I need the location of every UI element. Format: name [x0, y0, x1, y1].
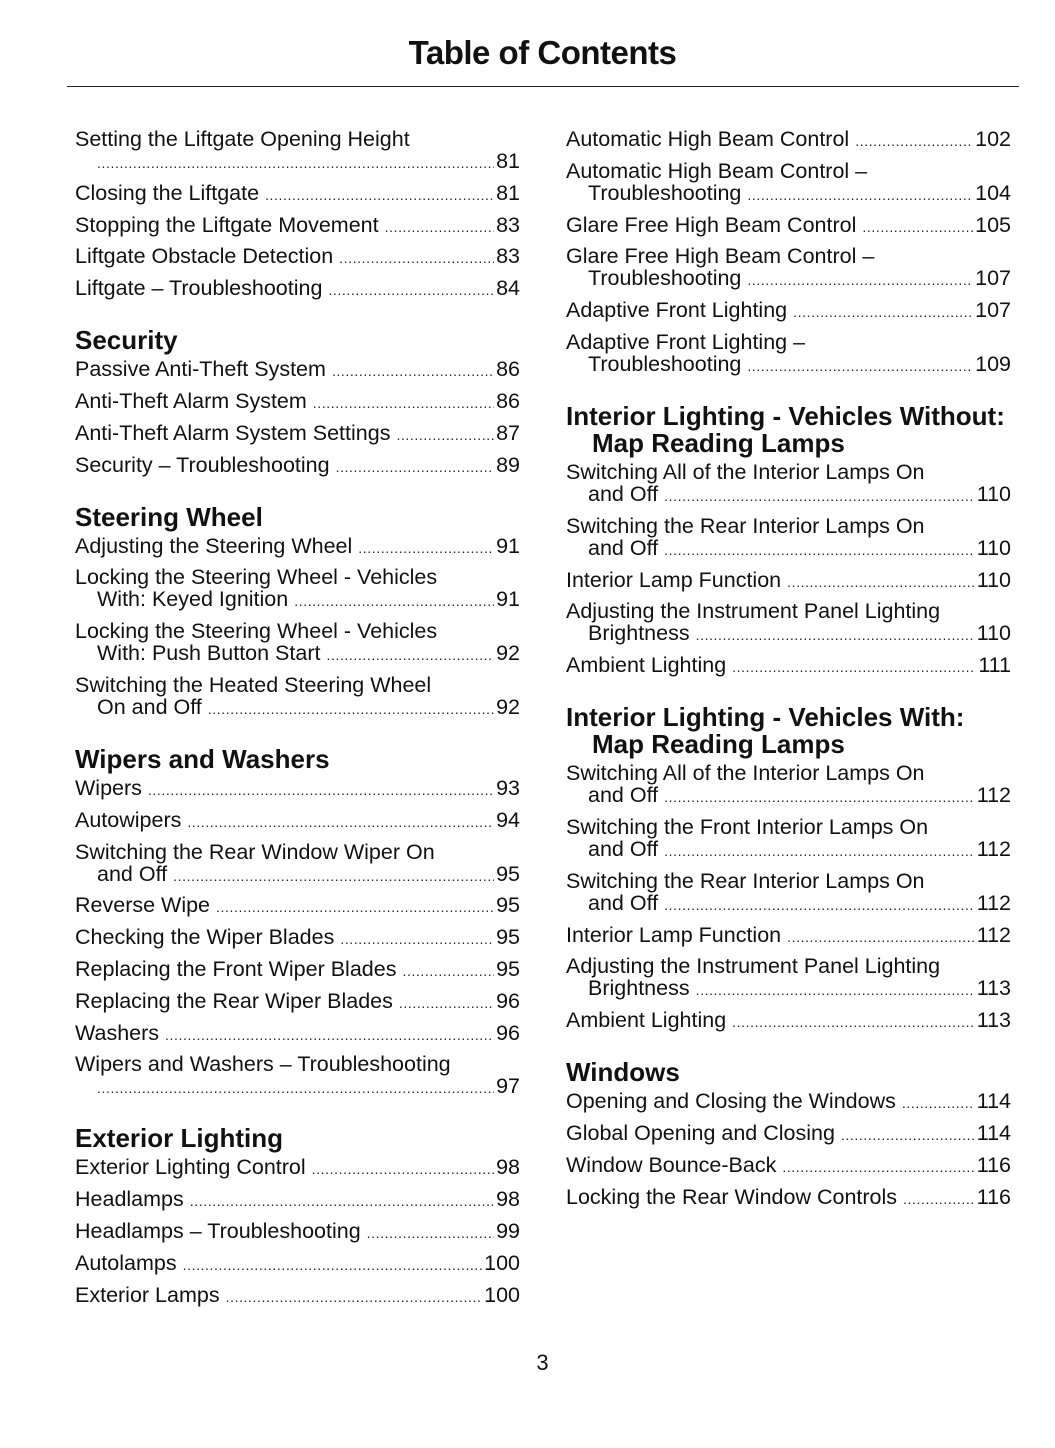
toc-entry-page-number: 110 — [976, 535, 1011, 560]
toc-entry-page-number: 105 — [975, 212, 1011, 237]
section-heading[interactable]: Windows — [566, 1057, 680, 1088]
dot-leader — [216, 896, 494, 918]
toc-entry-title: Checking the Wiper Blades — [75, 925, 335, 950]
toc-entry-title: Adjusting the Instrument Panel Lighting — [566, 599, 941, 624]
toc-entry-title: Headlamps — [75, 1187, 184, 1212]
dot-leader — [328, 279, 494, 301]
dot-leader — [148, 779, 494, 801]
toc-entry-title: Interior Lamp Function — [566, 567, 782, 592]
toc-entry[interactable] — [566, 299, 1011, 323]
toc-entry-page-number: 92 — [496, 641, 520, 666]
dot-leader — [226, 1286, 483, 1308]
dot-leader — [747, 184, 973, 206]
toc-entry-title: Adjusting the Steering Wheel — [75, 533, 353, 558]
toc-section-windows — [566, 1059, 1011, 1209]
toc-entry-title: Anti-Theft Alarm System Settings — [75, 420, 391, 445]
toc-entry-page-number: 91 — [496, 533, 520, 558]
toc-entry[interactable] — [566, 816, 1011, 862]
toc-entry-page-number: 111 — [978, 653, 1011, 678]
toc-section-interior-lighting-vehicles-with-map-reading-lamps — [566, 704, 1011, 1033]
toc-entry-title: Headlamps – Troubleshooting — [75, 1218, 361, 1243]
toc-entry-title-continued: On and Off — [97, 694, 202, 719]
toc-entry-title: Reverse Wipe — [75, 893, 211, 918]
toc-entry-title: Global Opening and Closing — [566, 1120, 835, 1145]
dot-leader — [399, 992, 494, 1014]
toc-entry[interactable] — [566, 245, 1011, 291]
toc-entry-title: Anti-Theft Alarm System — [75, 388, 307, 413]
toc-entry-title-continued: and Off — [97, 861, 168, 886]
toc-section-exterior-lighting — [75, 1125, 520, 1307]
toc-entry[interactable] — [566, 870, 1011, 916]
toc-entry-page-number: 95 — [496, 893, 520, 918]
toc-entry[interactable] — [566, 762, 1011, 808]
toc-entry-page-number: 97 — [496, 1074, 520, 1099]
dot-leader — [841, 1124, 975, 1146]
toc-entry-title: Locking the Steering Wheel - Vehicles — [75, 619, 438, 644]
toc-entry-page-number: 114 — [976, 1089, 1011, 1114]
toc-entry-page-number: 96 — [496, 988, 520, 1013]
toc-entry-title: Locking the Steering Wheel - Vehicles — [75, 565, 438, 590]
toc-entry-title-continued: Brightness — [588, 621, 690, 646]
toc-entry-title: Liftgate Obstacle Detection — [75, 244, 334, 269]
toc-entry-page-number: 112 — [976, 922, 1011, 947]
dot-leader — [855, 130, 973, 152]
toc-entry[interactable] — [566, 331, 1011, 377]
toc-entry-title-continued: Troubleshooting — [588, 351, 742, 376]
toc-entry-title: Ambient Lighting — [566, 1008, 727, 1033]
toc-entry-title-continued: and Off — [588, 535, 659, 560]
toc-entry-title-continued: With: Keyed Ignition — [97, 587, 289, 612]
dot-leader — [903, 1188, 975, 1210]
toc-entry[interactable] — [566, 1154, 1011, 1178]
toc-entry-title: Switching the Rear Window Wiper On — [75, 839, 435, 864]
toc-entry-title: Adaptive Front Lighting — [566, 298, 788, 323]
toc-entry-page-number: 81 — [496, 149, 520, 173]
toc-entry[interactable] — [566, 160, 1011, 206]
toc-entry-title: Security – Troubleshooting — [75, 452, 330, 477]
dot-leader — [97, 152, 494, 174]
toc-entry-title: Replacing the Rear Wiper Blades — [75, 988, 393, 1013]
toc-entry[interactable] — [75, 809, 520, 833]
dot-leader — [336, 456, 495, 478]
dot-leader — [312, 1158, 494, 1180]
page-title: Table of Contents — [408, 34, 677, 71]
toc-entry-page-number: 99 — [496, 1218, 520, 1243]
toc-entry-page-number: 95 — [496, 861, 520, 886]
toc-column-right — [566, 128, 1011, 1217]
toc-entry[interactable] — [566, 1090, 1011, 1114]
toc-entry-title: Adjusting the Instrument Panel Lighting — [566, 954, 941, 979]
toc-entry-page-number: 110 — [976, 481, 1011, 506]
dot-leader — [696, 979, 975, 1001]
dot-leader — [340, 928, 494, 950]
toc-entry-title-continued: With: Push Button Start — [97, 641, 321, 666]
toc-entry-title: Closing the Liftgate — [75, 180, 260, 205]
toc-entry-title: Interior Lamp Function — [566, 922, 782, 947]
toc-entry[interactable] — [75, 894, 520, 918]
dot-leader — [664, 539, 975, 561]
section-heading[interactable]: Interior Lighting - Vehicles Without: Map Reading Lamps — [566, 400, 1005, 458]
dot-leader — [190, 1190, 494, 1212]
toc-entry-page-number: 116 — [976, 1152, 1011, 1177]
toc-entry-title-continued: and Off — [588, 481, 659, 506]
toc-entry[interactable] — [566, 600, 1011, 646]
section-heading[interactable]: Steering Wheel — [75, 501, 263, 532]
toc-entry-title: Automatic High Beam Control – — [566, 158, 868, 183]
toc-entry-title: Locking the Rear Window Controls — [566, 1184, 898, 1209]
toc-entry-title: Wipers and Washers – Troubleshooting — [75, 1052, 451, 1077]
toc-entry-title: Glare Free High Beam Control — [566, 212, 857, 237]
toc-entry[interactable] — [75, 1220, 520, 1244]
toc-entry-page-number: 113 — [976, 1008, 1011, 1033]
dot-leader — [326, 644, 494, 666]
toc-entry[interactable] — [75, 958, 520, 982]
dot-leader — [396, 424, 494, 446]
toc-entry-page-number: 113 — [976, 976, 1011, 1001]
toc-entry-title: Switching the Front Interior Lamps On — [566, 814, 929, 839]
dot-leader — [187, 811, 494, 833]
toc-section-continued — [566, 128, 1011, 377]
toc-entry[interactable] — [75, 214, 520, 238]
toc-entry-title-continued: Troubleshooting — [588, 266, 742, 291]
toc-entry-page-number: 95 — [496, 956, 520, 981]
toc-entry-title: Automatic High Beam Control — [566, 127, 850, 151]
toc-entry[interactable] — [75, 566, 520, 612]
toc-entry[interactable] — [75, 620, 520, 666]
toc-entry-page-number: 92 — [496, 694, 520, 719]
toc-entry-title: Washers — [75, 1020, 160, 1045]
toc-entry[interactable] — [566, 924, 1011, 948]
section-heading[interactable]: Interior Lighting - Vehicles With: Map Reading Lamps — [566, 702, 965, 760]
toc-entry-page-number: 114 — [976, 1120, 1011, 1145]
dot-leader — [313, 392, 494, 414]
toc-entry-page-number: 100 — [484, 1250, 520, 1275]
toc-entry-page-number: 91 — [496, 587, 520, 612]
dot-leader — [902, 1092, 975, 1114]
toc-entry-title-continued: and Off — [588, 836, 659, 861]
toc-entry-page-number: 104 — [975, 180, 1011, 205]
toc-entry[interactable] — [566, 1122, 1011, 1146]
toc-entry-page-number: 86 — [496, 357, 520, 382]
toc-entry-page-number: 100 — [484, 1282, 520, 1307]
toc-entry-page-number: 112 — [976, 836, 1011, 861]
toc-entry-title: Opening and Closing the Windows — [566, 1089, 896, 1114]
toc-entry-title: Autolamps — [75, 1250, 177, 1275]
dot-leader — [862, 216, 973, 238]
toc-entry-page-number: 83 — [496, 212, 520, 237]
dot-leader — [782, 1156, 974, 1178]
toc-entry-page-number: 89 — [496, 452, 520, 477]
dot-leader — [747, 269, 973, 291]
dot-leader — [402, 960, 494, 982]
dot-leader — [793, 301, 973, 323]
toc-entry-title: Switching the Rear Interior Lamps On — [566, 868, 925, 893]
page-number: 3 — [536, 1350, 549, 1375]
toc-entry[interactable] — [75, 535, 520, 559]
toc-entry-page-number: 116 — [976, 1184, 1011, 1209]
dot-leader — [294, 590, 494, 612]
dot-leader — [358, 537, 494, 559]
toc-section-steering-wheel — [75, 501, 520, 720]
title-divider — [67, 86, 1019, 87]
toc-entry[interactable] — [75, 1156, 520, 1180]
toc-entry[interactable] — [566, 1009, 1011, 1033]
section-heading[interactable]: Security — [75, 325, 178, 356]
dot-leader — [664, 485, 975, 507]
toc-entry[interactable] — [566, 1186, 1011, 1210]
toc-entry-title: Switching the Heated Steering Wheel — [75, 672, 432, 697]
toc-entry-title: Switching All of the Interior Lamps On — [566, 459, 925, 484]
toc-entry[interactable] — [75, 990, 520, 1014]
section-heading[interactable]: Wipers and Washers — [75, 743, 330, 774]
toc-entry[interactable] — [75, 277, 520, 301]
toc-entry-title: Exterior Lamps — [75, 1282, 220, 1307]
toc-entry-title-continued: Brightness — [588, 976, 690, 1001]
toc-entry-page-number: 107 — [975, 266, 1011, 291]
dot-leader — [787, 926, 975, 948]
toc-entry[interactable] — [75, 422, 520, 446]
dot-leader — [664, 894, 975, 916]
toc-entry-page-number: 93 — [496, 775, 520, 800]
toc-entry-page-number: 95 — [496, 925, 520, 950]
toc-entry[interactable] — [75, 454, 520, 478]
toc-section-security — [75, 327, 520, 477]
toc-section-wipers-and-washers — [75, 743, 520, 1099]
toc-entry[interactable] — [75, 1252, 520, 1276]
dot-leader — [664, 840, 975, 862]
toc-section-continued — [75, 128, 520, 301]
dot-leader — [208, 698, 494, 720]
toc-entry-title-continued: and Off — [588, 783, 659, 808]
toc-column-left — [75, 128, 520, 1315]
toc-entry-title: Setting the Liftgate Opening Height — [75, 127, 410, 151]
toc-entry[interactable] — [566, 654, 1011, 678]
toc-section-interior-lighting-vehicles-without-map-reading-lamps — [566, 400, 1011, 678]
dot-leader — [173, 865, 494, 887]
toc-entry-title: Liftgate – Troubleshooting — [75, 276, 323, 301]
toc-entry[interactable] — [75, 841, 520, 887]
toc-entry[interactable] — [566, 128, 1011, 152]
toc-entry-title: Ambient Lighting — [566, 653, 727, 678]
dot-leader — [339, 247, 494, 269]
toc-entry[interactable] — [566, 955, 1011, 1001]
toc-entry-title: Glare Free High Beam Control – — [566, 244, 875, 269]
toc-entry[interactable] — [75, 674, 520, 720]
dot-leader — [787, 571, 975, 593]
toc-entry-title: Passive Anti-Theft System — [75, 357, 326, 382]
dot-leader — [747, 355, 973, 377]
dot-leader — [332, 360, 494, 382]
toc-entry[interactable] — [566, 461, 1011, 507]
dot-leader — [165, 1024, 494, 1046]
toc-entry[interactable] — [75, 926, 520, 950]
toc-entry[interactable] — [75, 1053, 520, 1099]
toc-entry-page-number: 87 — [496, 420, 520, 445]
dot-leader — [732, 656, 976, 678]
toc-entry-title-continued: and Off — [588, 890, 659, 915]
toc-entry-page-number: 81 — [496, 180, 520, 205]
toc-entry-title: Switching the Rear Interior Lamps On — [566, 513, 925, 538]
toc-entry[interactable] — [75, 777, 520, 801]
toc-entry-page-number: 96 — [496, 1020, 520, 1045]
toc-entry-title: Exterior Lighting Control — [75, 1155, 306, 1180]
toc-entry-page-number: 112 — [976, 890, 1011, 915]
toc-entry-title: Stopping the Liftgate Movement — [75, 212, 379, 237]
dot-leader — [664, 786, 975, 808]
toc-entry-title: Window Bounce-Back — [566, 1152, 777, 1177]
toc-entry[interactable] — [75, 358, 520, 382]
toc-entry[interactable] — [75, 1284, 520, 1308]
toc-entry-title: Adaptive Front Lighting – — [566, 329, 806, 354]
toc-entry[interactable] — [75, 182, 520, 206]
toc-entry[interactable] — [566, 515, 1011, 561]
toc-entry-page-number: 102 — [975, 127, 1011, 151]
toc-entry-page-number: 86 — [496, 388, 520, 413]
toc-entry-title: Switching All of the Interior Lamps On — [566, 761, 925, 786]
toc-entry[interactable] — [75, 245, 520, 269]
dot-leader — [732, 1011, 975, 1033]
toc-entry-page-number: 94 — [496, 807, 520, 832]
toc-entry-title: Autowipers — [75, 807, 182, 832]
toc-entry-page-number: 110 — [976, 621, 1011, 646]
toc-entry-page-number: 83 — [496, 244, 520, 269]
toc-entry-title: Replacing the Front Wiper Blades — [75, 956, 397, 981]
toc-entry[interactable] — [566, 214, 1011, 238]
toc-entry[interactable] — [75, 1022, 520, 1046]
toc-entry-page-number: 98 — [496, 1155, 520, 1180]
toc-entry[interactable] — [75, 128, 520, 174]
toc-entry-title-continued: Troubleshooting — [588, 180, 742, 205]
toc-entry-page-number: 112 — [976, 783, 1011, 808]
dot-leader — [97, 1077, 494, 1099]
section-heading[interactable]: Exterior Lighting — [75, 1123, 283, 1154]
toc-entry-page-number: 84 — [496, 276, 520, 301]
dot-leader — [265, 184, 494, 206]
toc-entry[interactable] — [75, 390, 520, 414]
toc-entry[interactable] — [566, 569, 1011, 593]
toc-entry-page-number: 107 — [975, 298, 1011, 323]
dot-leader — [696, 624, 975, 646]
toc-entry-page-number: 109 — [975, 351, 1011, 376]
toc-entry-title: Wipers — [75, 775, 142, 800]
dot-leader — [183, 1254, 483, 1276]
dot-leader — [385, 216, 494, 238]
toc-entry-page-number: 98 — [496, 1187, 520, 1212]
toc-entry-page-number: 110 — [976, 567, 1011, 592]
dot-leader — [367, 1222, 494, 1244]
toc-entry[interactable] — [75, 1188, 520, 1212]
